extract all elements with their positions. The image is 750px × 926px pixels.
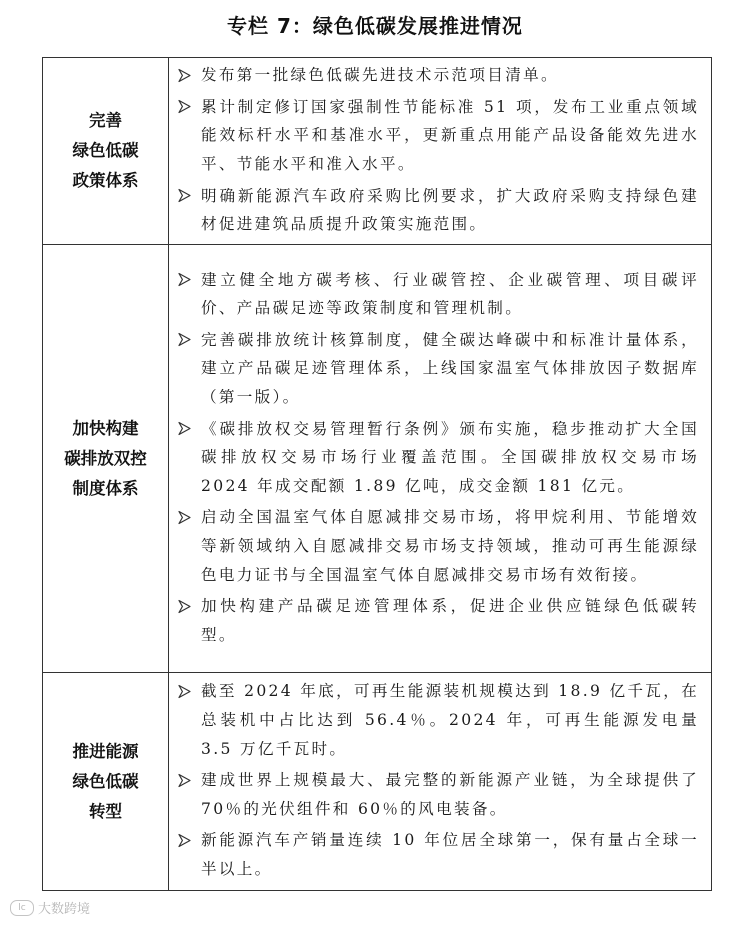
hollow-arrow-bullet-icon (177, 677, 201, 705)
hollow-arrow-bullet-icon (177, 826, 201, 854)
section-row (43, 245, 712, 673)
hollow-arrow-bullet-icon (177, 503, 201, 531)
bullet-item (177, 266, 699, 323)
section-row (43, 58, 712, 245)
bullet-text: 完善碳排放统计核算制度，健全碳达峰碳中和标准计量体系，建立产品碳足迹管理体系，上线国家温室气体排放因子数据库（第一版）。 (201, 330, 699, 407)
watermark-logo-icon: lc (10, 900, 34, 916)
section-label-line: 完善 (89, 111, 122, 130)
section-content (169, 58, 712, 245)
bullet-text: 建立健全地方碳考核、行业碳管控、企业碳管理、项目碳评价、产品碳足迹等政策制度和管理机制。 (201, 270, 699, 318)
section-label-line: 绿色低碳 (72, 141, 139, 160)
bullet-text: 发布第一批绿色低碳先进技术示范项目清单。 (201, 66, 559, 85)
section-label-line: 碳排放双控 (64, 448, 147, 468)
bullet-item (177, 677, 699, 763)
section-label-line: 制度体系 (72, 478, 139, 498)
hollow-arrow-bullet-icon (177, 592, 201, 620)
section-label-line: 转型 (89, 801, 122, 821)
bullet-item (177, 93, 699, 179)
column-title: 专栏 7：绿色低碳发展推进情况 (227, 14, 523, 38)
hollow-arrow-bullet-icon (177, 326, 201, 354)
bullet-item (177, 826, 699, 883)
hollow-arrow-bullet-icon (177, 61, 201, 89)
bullet-text: 截至 2024 年底，可再生能源装机规模达到 18.9 亿千瓦，在总装机中占比达到 56.4％。2024 年，可再生能源发电量 3.5 万亿千瓦时。 (201, 682, 699, 758)
section-label-line: 政策体系 (72, 171, 139, 190)
section-label-line: 绿色低碳 (72, 771, 139, 791)
section-content (169, 673, 712, 891)
hollow-arrow-bullet-icon (177, 182, 201, 210)
hollow-arrow-bullet-icon (177, 266, 201, 294)
section-row (43, 673, 712, 891)
section-label (43, 58, 169, 245)
bullet-text: 新能源汽车产销量连续 10 年位居全球第一，保有量占全球一半以上。 (201, 831, 699, 878)
section-label (43, 245, 169, 673)
section-label-line: 推进能源 (72, 741, 139, 761)
policy-table (42, 57, 712, 891)
bullet-text: 明确新能源汽车政府采购比例要求，扩大政府采购支持绿色建材促进建筑品质提升政策实施范围。 (201, 186, 699, 234)
bullet-text: 《碳排放权交易管理暂行条例》颁布实施，稳步推动扩大全国碳排放权交易市场行业覆盖范围。全国碳排放权交易市场 2024 年成交配额 1.89 亿吨，成交金额 181 亿元。 (201, 419, 699, 495)
bullet-text: 启动全国温室气体自愿减排交易市场，将甲烷利用、节能增效等新领域纳入自愿减排交易市场支持领域，推动可再生能源绿色电力证书与全国温室气体自愿减排交易市场有效衔接。 (201, 508, 699, 584)
watermark (10, 898, 90, 917)
bullet-item (177, 415, 699, 501)
bullet-text: 累计制定修订国家强制性节能标准 51 项，发布工业重点领域能效标杆水平和基准水平，更新重点用能产品设备能效先进水平、节能水平和准入水平。 (201, 97, 699, 173)
bullet-text: 建成世界上规模最大、最完整的新能源产业链，为全球提供了 70％的光伏组件和 60％的风电装备。 (201, 771, 699, 818)
bullet-item (177, 766, 699, 823)
hollow-arrow-bullet-icon (177, 415, 201, 443)
bullet-item (177, 592, 699, 649)
bullet-item (177, 61, 699, 90)
hollow-arrow-bullet-icon (177, 766, 201, 794)
section-content (169, 245, 712, 673)
bullet-item (177, 503, 699, 589)
watermark-text: 大数跨境 (38, 902, 91, 917)
bullet-text: 加快构建产品碳足迹管理体系，促进企业供应链绿色低碳转型。 (201, 597, 699, 644)
hollow-arrow-bullet-icon (177, 93, 201, 121)
section-label (43, 673, 169, 891)
bullet-item (177, 182, 699, 239)
bullet-item (177, 326, 699, 412)
section-label-line: 加快构建 (72, 418, 139, 438)
